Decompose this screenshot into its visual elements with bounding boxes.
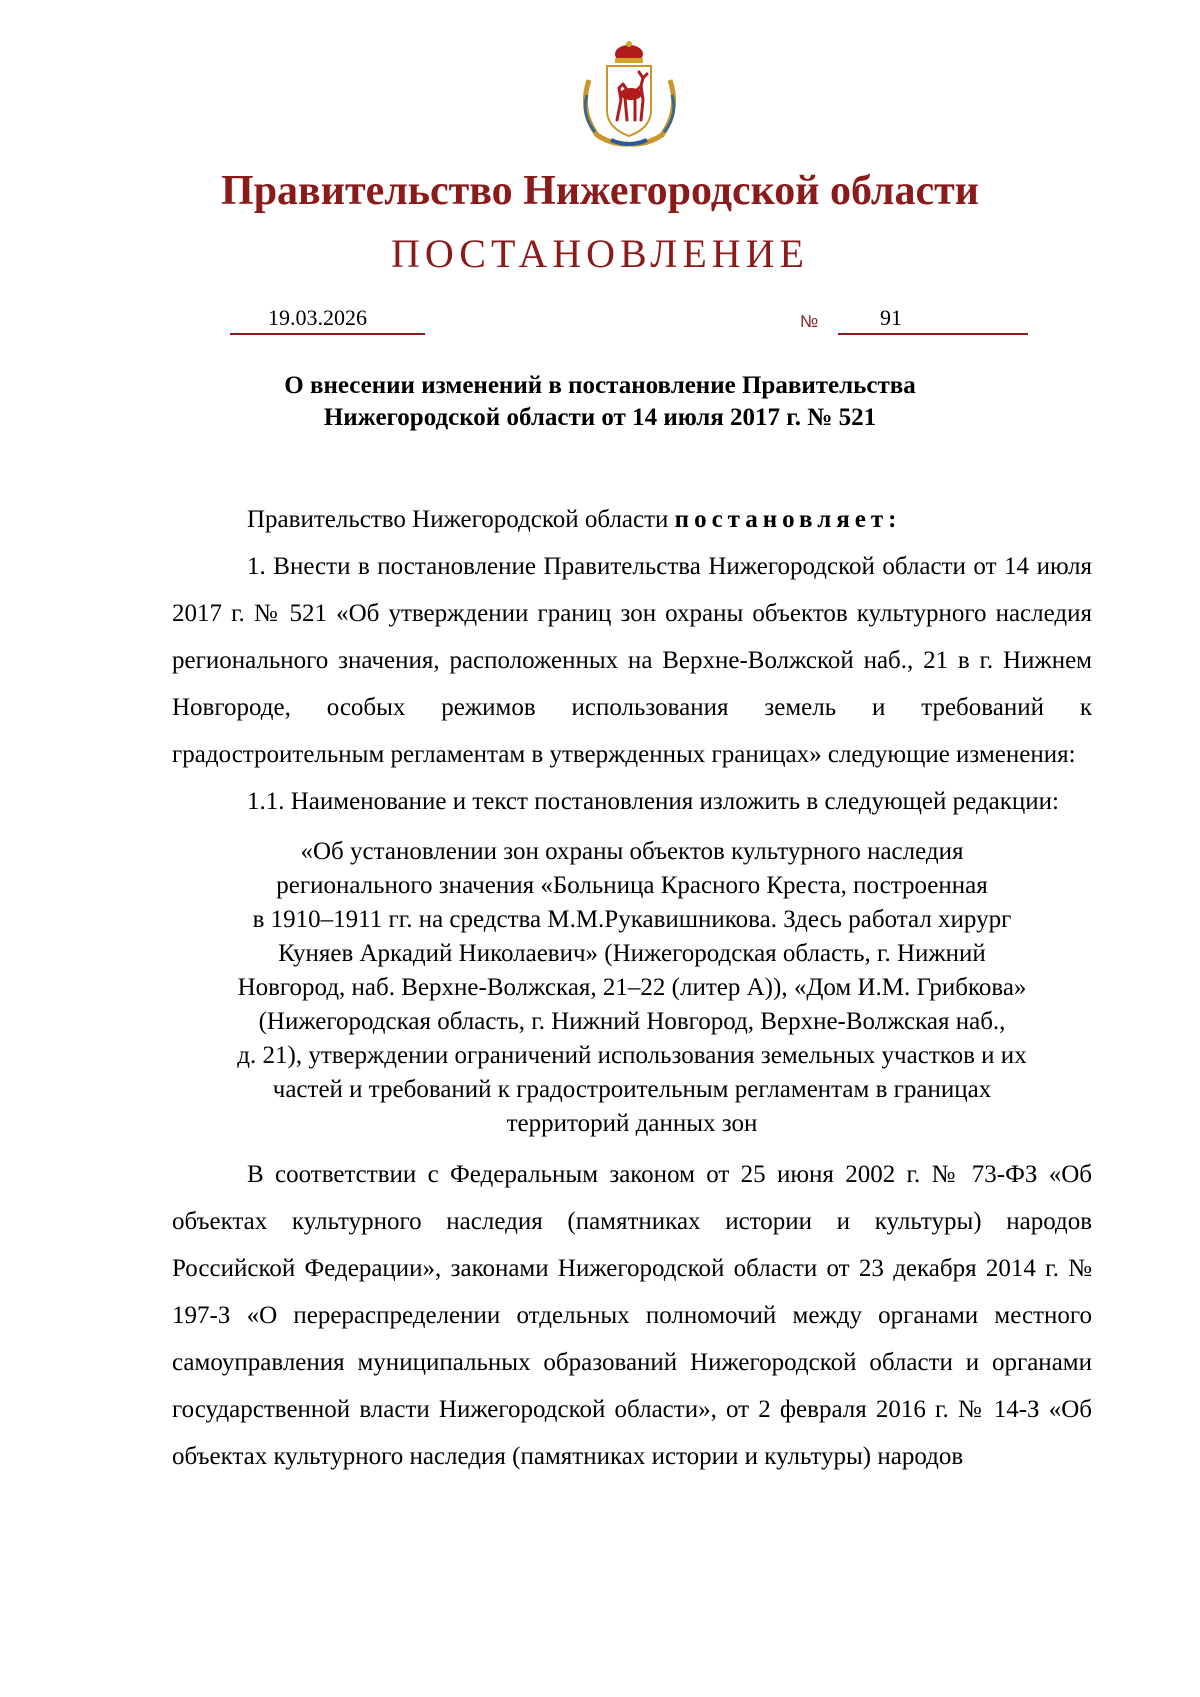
quote-line: Новгород, наб. Верхне-Волжская, 21–22 (литер А)), «Дом И.М. Грибкова» [237, 974, 1027, 1001]
quote-line: регионального значения «Больница Красного Креста, построенная [276, 872, 988, 899]
document-body [172, 496, 1092, 1480]
quote-line: в 1910–1911 гг. на средства М.М.Рукавишникова. Здесь работал хирург [252, 906, 1012, 933]
quote-line: территорий данных зон [506, 1110, 758, 1137]
document-subject [200, 370, 1000, 434]
intro-paragraph [172, 496, 1092, 543]
subject-line-2: Нижегородской области от 14 июля 2017 г. № 521 [323, 404, 877, 431]
subject-line-1: О внесении изменений в постановление Правительства [284, 372, 916, 399]
government-title: Правительство Нижегородской области [221, 168, 979, 214]
document-number: 91 [838, 305, 1028, 335]
quote-line: Куняев Аркадий Николаевич» (Нижегородская область, г. Нижний [278, 940, 986, 967]
resolves-word: постановляет: [674, 506, 902, 533]
intro-prefix: Правительство Нижегородской области [247, 506, 675, 533]
document-type: ПОСТАНОВЛЕНИЕ [391, 231, 809, 276]
paragraph-1: 1. Внести в постановление Правительства Нижегородской области от 14 июля 2017 г. № 521 «Об утверждении границ зон охраны объектов культурного наследия регионального значения, расположенных на Верхне-Волжской наб., 21 в г. Нижнем Новгороде, особых режимов использования земель и требований к градостроительным регламентам в утвержденных границах» следующие изменения: [172, 553, 1092, 768]
paragraph-1-1: 1.1. Наименование и текст постановления изложить в следующей редакции: [247, 788, 1059, 815]
quote-line: «Об установлении зон охраны объектов культурного наследия [300, 838, 964, 865]
coat-of-arms-icon [577, 40, 682, 148]
quote-line: частей и требований к градостроительным регламентам в границах [272, 1076, 992, 1103]
quote-line: (Нижегородская область, г. Нижний Новгород, Верхне-Волжская наб., [258, 1008, 1006, 1035]
number-sign: № [800, 312, 819, 331]
document-date: 19.03.2026 [230, 305, 425, 335]
new-title-quote [172, 835, 1092, 1141]
preamble-paragraph: В соответствии с Федеральным законом от 25 июня 2002 г. № 73-ФЗ «Об объектах культурного наследия (памятниках истории и культуры) народов Российской Федерации», законами Нижегородской области от 23 декабря 2014 г. № 197-З «О перераспределении отдельных полномочий между органами местного самоуправления муниципальных образований Нижегородской области и органами государственной власти Нижегородской области», от 2 февраля 2016 г. № 14-З «Об объектах культурного наследия (памятниках истории и культуры) народов [172, 1161, 1092, 1470]
quote-line: д. 21), утверждении ограничений использования земельных участков и их [237, 1042, 1027, 1069]
